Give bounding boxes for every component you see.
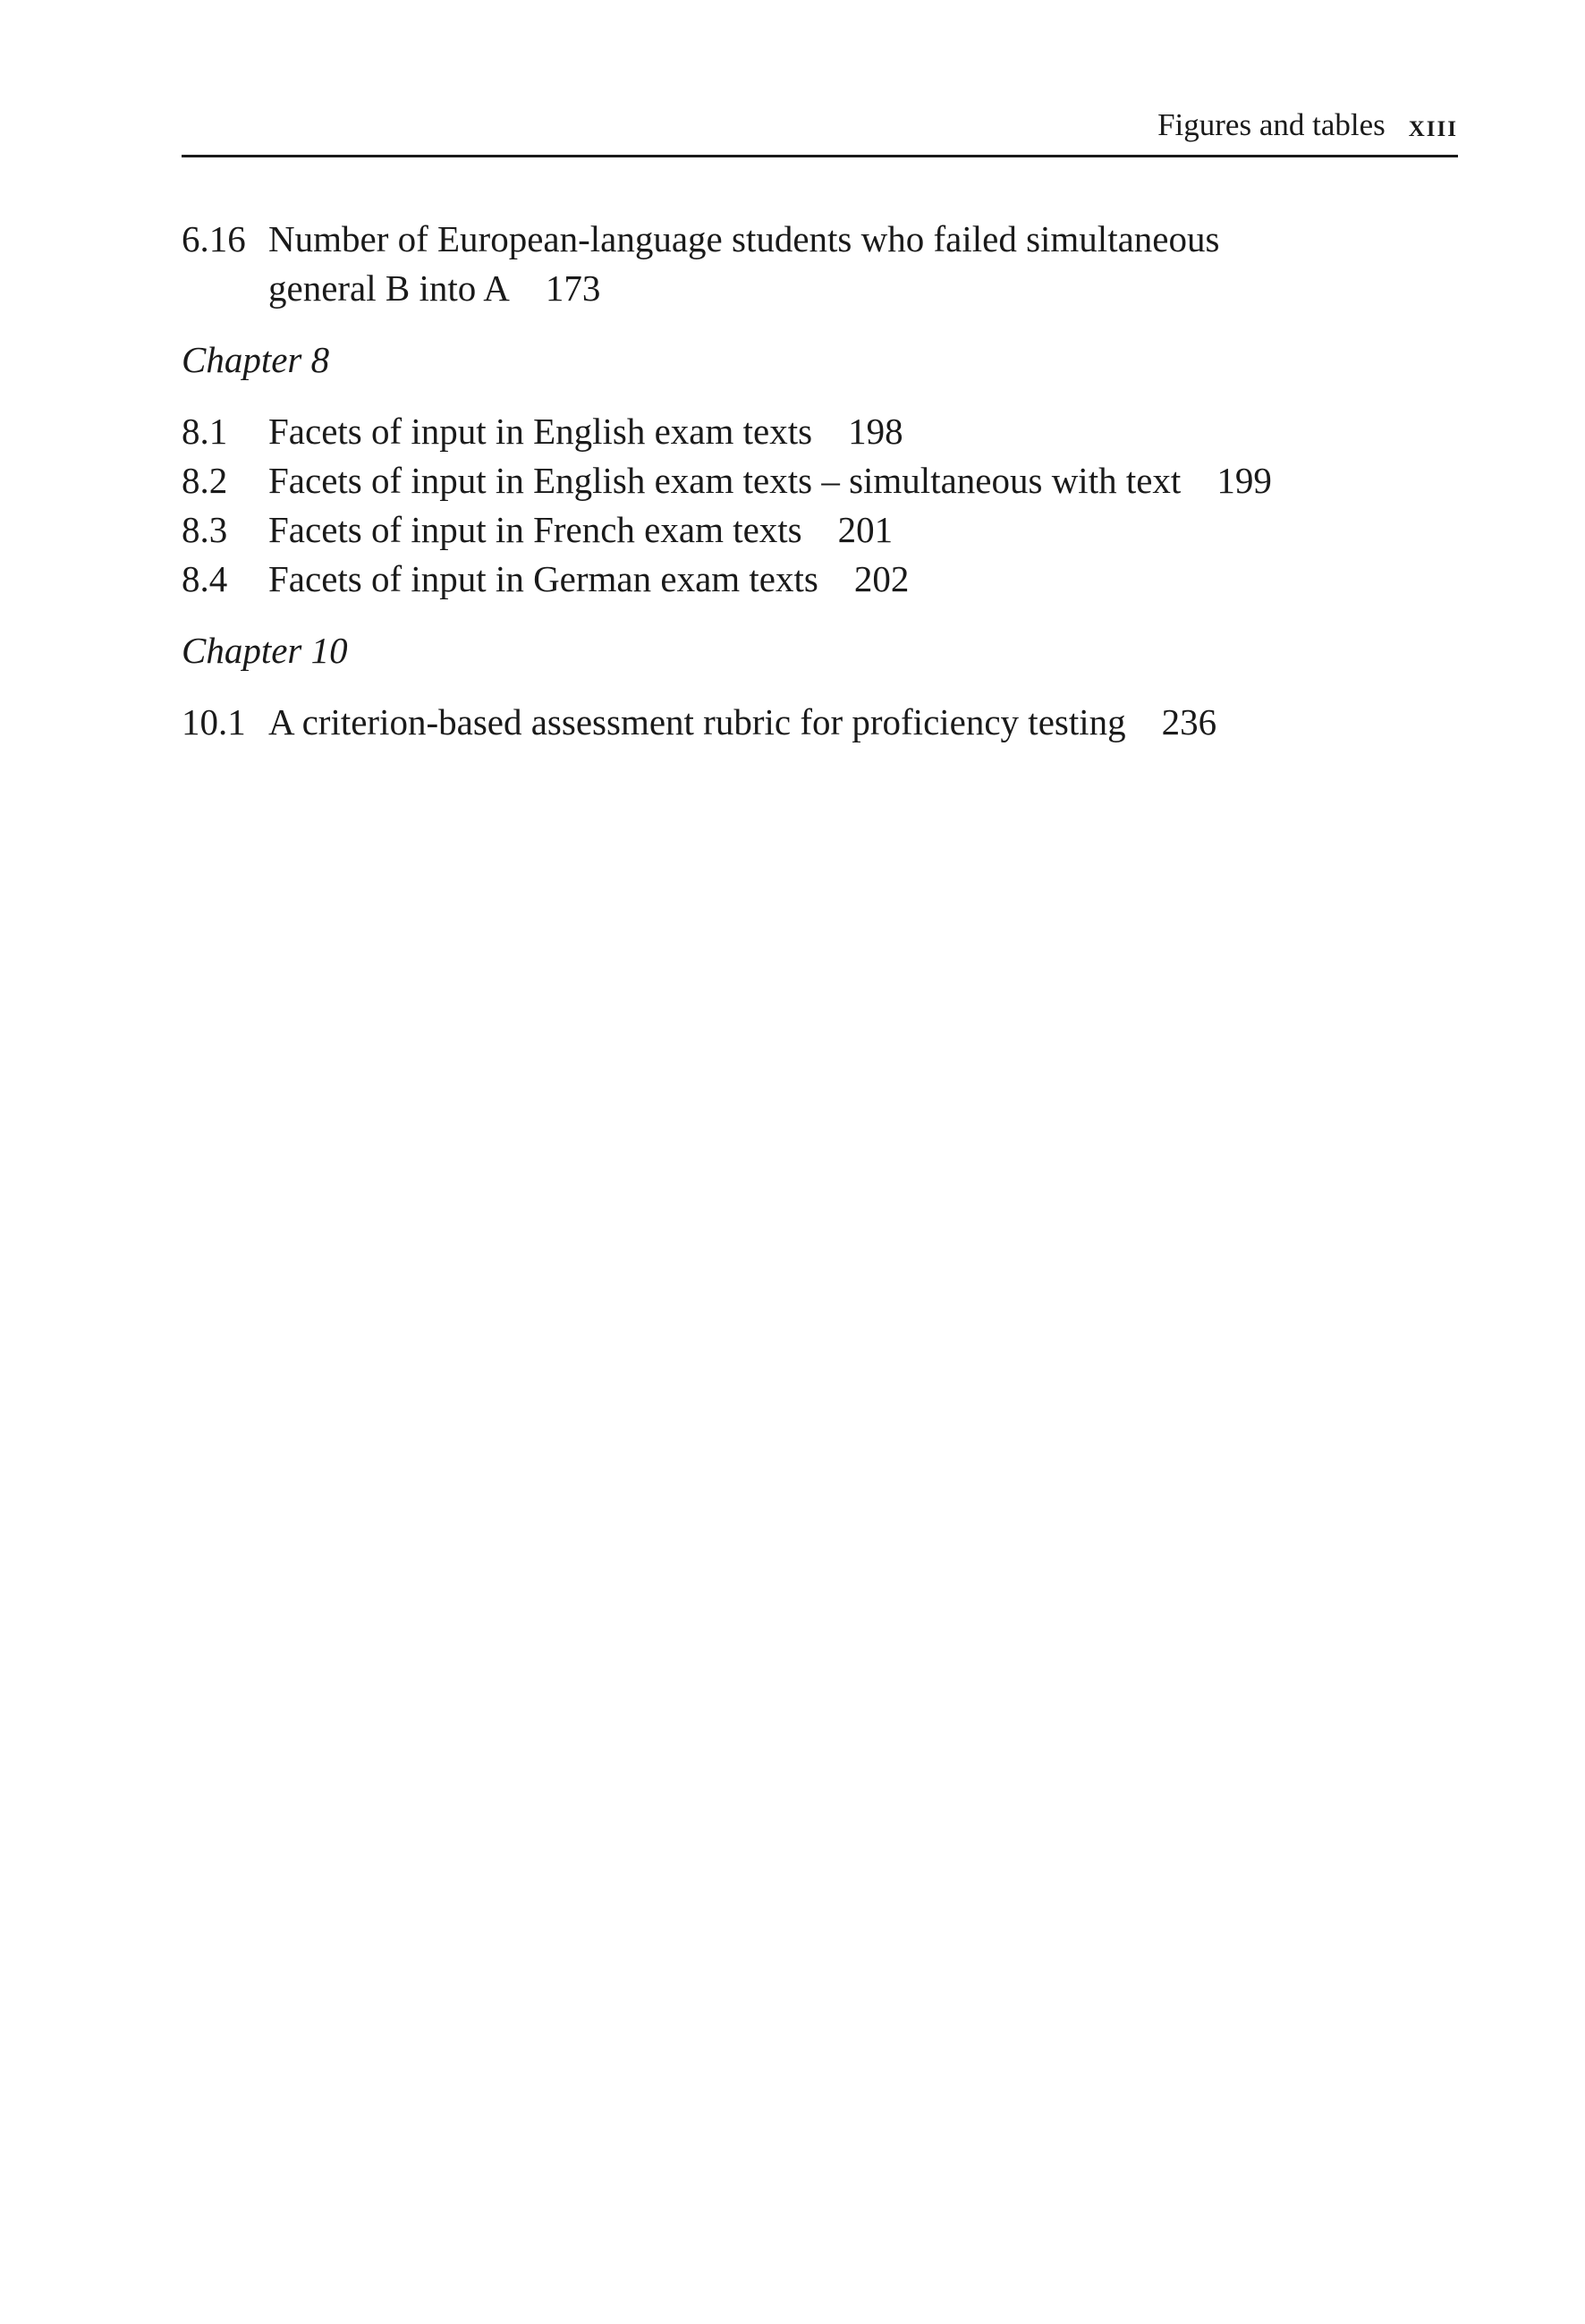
figure-title: Facets of input in English exam texts – simultaneous with text — [268, 460, 1182, 501]
figure-entry — [182, 698, 1458, 747]
figure-number: 10.1 — [182, 701, 246, 742]
figure-title: Facets of input in German exam texts — [268, 558, 818, 599]
figure-entry-text — [268, 456, 1458, 505]
figure-page: 236 — [1161, 701, 1217, 742]
figure-title: A criterion-based assessment rubric for proficiency testing — [268, 701, 1126, 742]
chapter-heading: Chapter 8 — [182, 339, 330, 380]
figure-page: 198 — [848, 411, 903, 452]
figure-page: 201 — [837, 509, 894, 550]
figure-title: Facets of input in French exam texts — [268, 509, 802, 550]
figure-entry-text — [268, 555, 1458, 604]
figure-entry — [182, 456, 1458, 505]
figure-entry-text — [268, 698, 1458, 747]
running-head — [179, 98, 1458, 152]
figure-entry — [182, 555, 1458, 604]
header-rule — [182, 155, 1458, 157]
figure-entry — [182, 215, 1458, 313]
figure-entry-text — [268, 215, 1458, 313]
figure-entry-text — [268, 505, 1458, 555]
figure-number: 8.3 — [182, 509, 228, 550]
figure-number: 6.16 — [182, 218, 246, 259]
figure-title-line-2: general B into A — [268, 267, 510, 309]
figure-page: 202 — [853, 558, 910, 599]
figure-page: 173 — [545, 267, 601, 309]
figure-entry — [182, 407, 1458, 456]
figure-number: 8.1 — [182, 411, 228, 452]
page-number: xiii — [1408, 107, 1458, 143]
figure-number: 8.4 — [182, 558, 228, 599]
figure-entry-text — [268, 407, 1458, 456]
chapter-heading: Chapter 10 — [182, 630, 348, 671]
figure-page: 199 — [1216, 460, 1272, 501]
figure-number: 8.2 — [182, 460, 228, 501]
figure-title: Facets of input in English exam texts — [268, 411, 813, 452]
figure-title-line-1: Number of European-language students who failed simultaneous — [268, 218, 1220, 259]
list-of-figures — [182, 215, 1458, 747]
running-head-title: Figures and tables — [1157, 107, 1386, 142]
figure-entry — [182, 505, 1458, 555]
